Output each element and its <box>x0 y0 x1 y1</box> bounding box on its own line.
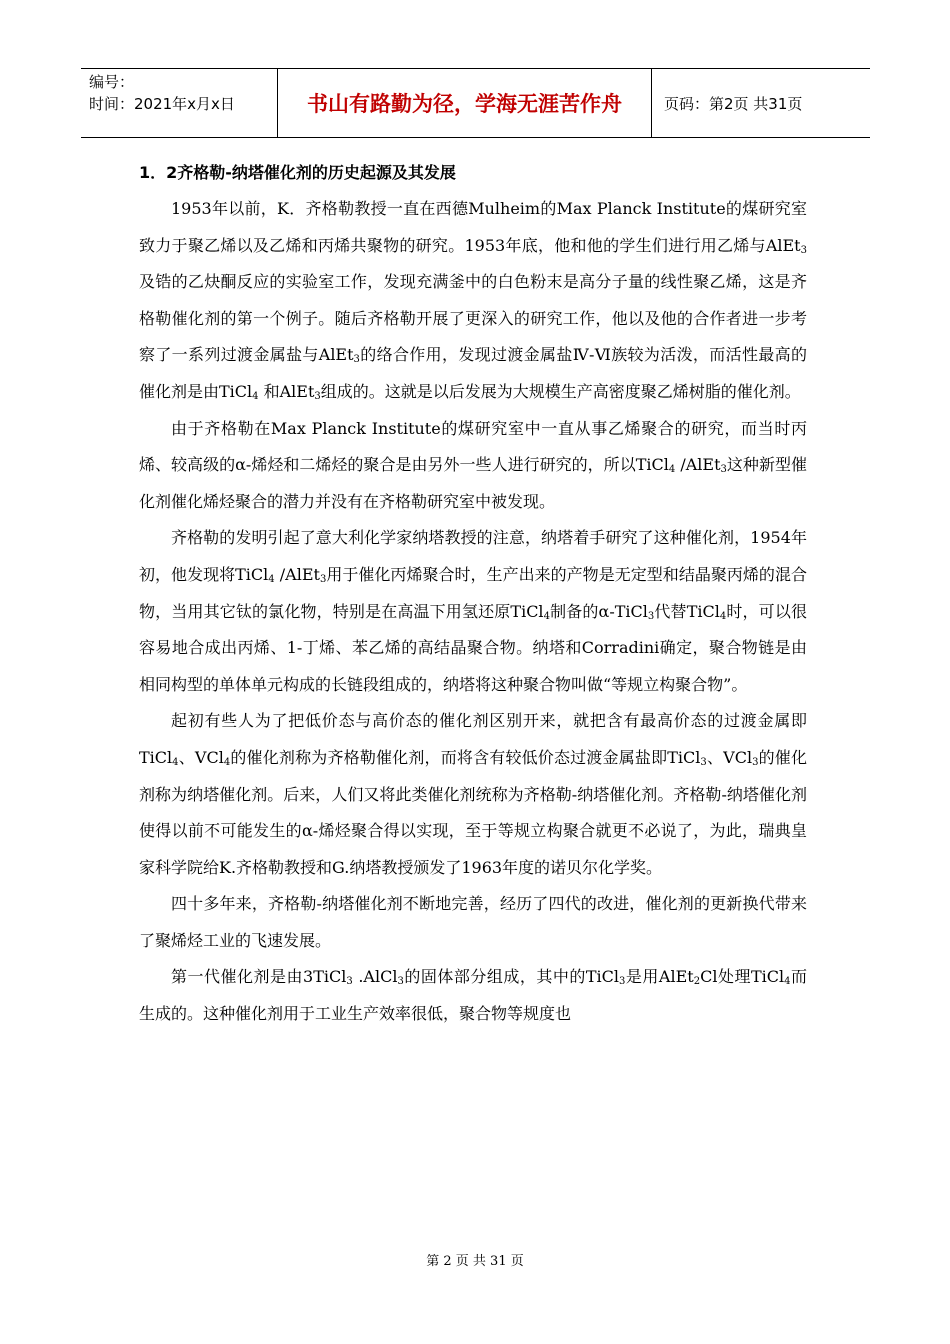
header-meta <box>81 69 278 137</box>
header-motto: 书山有路勤为径，学海无涯苦作舟 <box>278 69 652 137</box>
header-page-info: 页码：第2页 共31页 <box>664 94 803 113</box>
paragraph-2: 由于齐格勒在Max Planck Institute的煤研究室中一直从事乙烯聚合的研究，而当时丙烯、较高级的α-烯烃和二烯烃的聚合是由另外一些人进行研究的，所以TiCl$_4$ /AlEt$_3$这种新型催化剂催化烯烃聚合的潜力并没有在齐格勒研究室中被发现。 <box>139 418 807 511</box>
page-header <box>81 68 870 138</box>
paragraph-5: 四十多年来，齐格勒-纳塔催化剂不断地完善，经历了四代的改进，催化剂的更新换代带来了聚烯烃工业的飞速发展。 <box>139 894 807 950</box>
paragraph-3: 齐格勒的发明引起了意大利化学家纳塔教授的注意，纳塔着手研究了这种催化剂，1954年初，他发现将TiCl$_4$ /AlEt$_3$用于催化丙烯聚合时，生产出来的产物是无定型和结晶聚丙烯的混合物，当用其它钛的氯化物，特别是在高温下用氢还原TiCl$_4$制备的α-TiCl$_3$代替TiCl$_4$时，可以很容易地合成出丙烯、1-丁烯、苯乙烯的高结晶聚合物。纳塔和Corradini确定，聚合物链是由相同构型的单体单元构成的长链段组成的，纳塔将这种聚合物叫做“等规立构聚合物”。 <box>139 528 807 694</box>
section-heading: 1．2齐格勒-纳塔催化剂的历史起源及其发展 <box>139 163 456 182</box>
paragraph-1: 1953年以前，K．齐格勒教授一直在西德Mulheim的Max Planck Institute的煤研究室致力于聚乙烯以及乙烯和丙烯共聚物的研究。1953年底，他和他的学生们进行用乙烯与AlEt$_3$及锆的乙炔酮反应的实验室工作，发现充满釜中的白色粉末是高分子量的线性聚乙烯，这是齐格勒催化剂的第一个例子。随后齐格勒开展了更深入的研究工作，他以及他的合作者进一步考察了一系列过渡金属盐与AlEt$_3$的络合作用，发现过渡金属盐Ⅳ-Ⅵ族较为活泼，而活性最高的催化剂是由TiCl$_4$ 和AlEt$_3$组成的。这就是以后发展为大规模生产高密度聚乙烯树脂的催化剂。 <box>139 199 807 402</box>
document-time-label: 时间：2021年x月x日 <box>89 95 235 113</box>
document-body <box>139 155 807 1033</box>
page-footer: 第 2 页 共 31 页 <box>426 1254 524 1269</box>
paragraph-4: 起初有些人为了把低价态与高价态的催化剂区别开来，就把含有最高价态的过渡金属即TiCl$_4$、VCl$_4$的催化剂称为齐格勒催化剂，而将含有较低价态过渡金属盐即TiCl$_3$、VCl$_3$的催化剂称为纳塔催化剂。后来，人们又将此类催化剂统称为齐格勒-纳塔催化剂。齐格勒-纳塔催化剂使得以前不可能发生的α-烯烃聚合得以实现，至于等规立构聚合就更不必说了，为此，瑞典皇家科学院给K.齐格勒教授和G.纳塔教授颁发了1963年度的诺贝尔化学奖。 <box>139 711 807 877</box>
paragraph-6: 第一代催化剂是由3TiCl$_3$ .AlCl$_3$的固体部分组成，其中的TiCl$_3$是用AlEt$_2$Cl处理TiCl$_4$而生成的。这种催化剂用于工业生产效率很低，聚合物等规度也 <box>139 967 807 1024</box>
document-number-label: 编号： <box>89 73 135 91</box>
